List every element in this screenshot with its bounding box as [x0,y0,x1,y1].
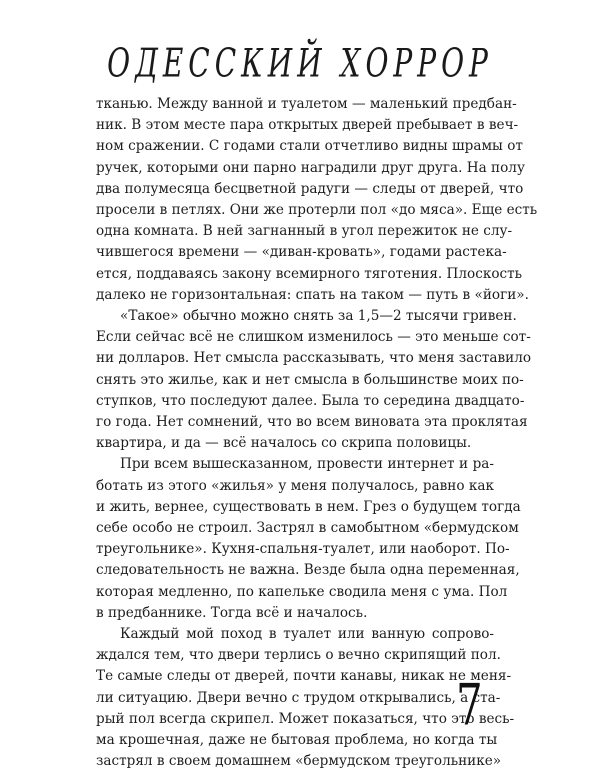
text-line: два полумесяца бесцветной радуги — следы от дверей, что [96,180,524,197]
page-number: 7 [456,672,483,739]
text-line: ступков, что последуют далее. Была то середина двадцато- [96,392,525,409]
text-line: ном сражении. С годами стали отчетливо видны шрамы от [96,138,523,155]
text-line: ботать из этого «жилья» у меня получалось, равно как [96,477,494,494]
text-line: ли ситуацию. Двери вечно с трудом открывались, а ста- [96,689,501,706]
text-line: При всем вышесказанном, провести интернет и ра- [120,456,494,473]
text-line: ручек, которыми они парно наградили друг друга. На полу [96,159,525,176]
text-line: Если сейчас всё не слишком изменилось — это меньше сот- [96,329,531,346]
text-line: ни долларов. Нет смысла рассказывать, что меня заставило [96,350,532,367]
paragraph-4 [96,624,515,772]
text-line: чившегося времени — «диван-кровать», годами растека- [96,244,507,261]
text-line: которая медленно, по капельке сводила меня с ума. Пол [96,583,508,600]
text-line: ется, поддаваясь закону всемирного тяготения. Плоскость [96,265,523,282]
text-line: ник. В этом месте пара открытых дверей пребывает в веч- [96,117,519,134]
text-line: квартира, и да — всё началось со скрипа половицы. [96,435,472,452]
text-line: снять это жилье, как и нет смысла в большинстве моих по- [96,371,524,388]
text-line: треугольнике». Кухня-спальня-туалет, или наоборот. По- [96,541,510,558]
text-line: себе особо не строил. Застрял в самобытном «бермудском [96,520,519,537]
text-line: Каждый мой поход в туалет или ванную сопрово- [120,626,494,643]
text-line: тканью. Между ванной и туалетом — маленький предбан- [96,96,517,112]
text-line: «Такое» обычно можно снять за 1,5—2 тысячи гривен. [120,308,517,325]
text-line: следовательность не важна. Везде была одна переменная, [96,562,520,579]
text-line: и жить, вернее, существовать в нем. Грез о будущем тогда [96,498,521,515]
text-line: ма крошечная, даже не бытовая проблема, но когда ты [96,732,498,749]
text-line: Те самые следы от дверей, почти канавы, никак не меня- [96,668,512,685]
text-line: рый пол всегда скрипел. Может показаться, что это весь- [96,710,515,727]
text-line: в предбаннике. Тогда всё и началось. [96,604,368,621]
text-line: ждался тем, что двери терлись о вечно скрипящий пол. [96,647,501,664]
body-text [96,94,538,773]
paragraph-2 [96,306,532,454]
text-line: одна комната. В ней загнанный в угол пережиток не слу- [96,223,513,240]
text-line: просели в петлях. Они же протерли пол «до мяса». Еще есть [96,202,538,219]
text-line: го года. Нет сомнений, что во всем виновата эта проклятая [96,414,528,431]
paragraph-1 [96,94,538,306]
paragraph-3 [96,454,521,624]
text-line: далеко не горизонтальная: спать на таком — путь в «йоги». [96,286,529,303]
text-line: застрял в своем домашнем «бермудском треугольнике» [96,753,502,770]
running-header: ОДЕССКИЙ ХОРРОР [107,40,493,87]
